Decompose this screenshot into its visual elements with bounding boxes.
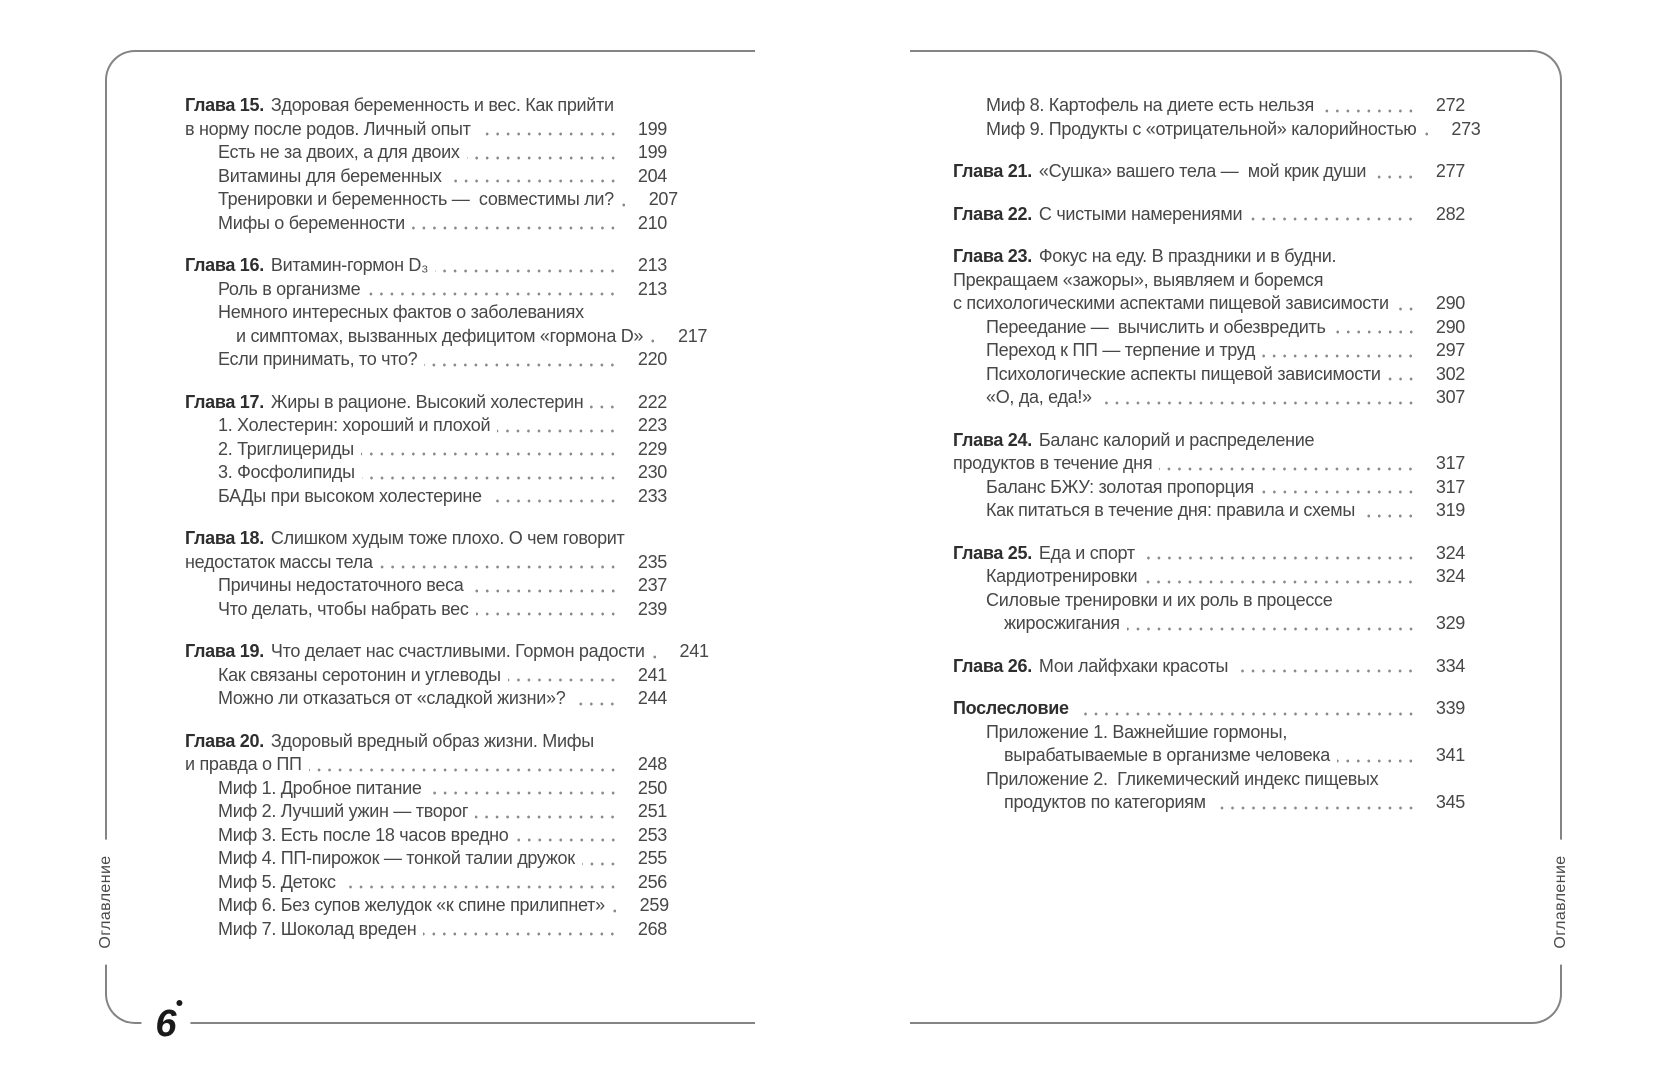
dot-leader bbox=[362, 476, 618, 480]
toc-entry-line bbox=[953, 363, 1465, 387]
page-ref: 235 bbox=[637, 551, 667, 572]
page-ref: 199 bbox=[637, 118, 667, 139]
toc-entry-line bbox=[185, 94, 667, 118]
toc-entry-line bbox=[953, 791, 1465, 815]
toc-entry-line bbox=[953, 744, 1465, 768]
entry-title: и симптомах, вызванных дефицитом «гормона D» bbox=[236, 325, 644, 346]
dot-leader bbox=[1261, 490, 1416, 494]
toc-entry-line bbox=[953, 697, 1465, 721]
entry-title: в норму после родов. Личный опыт bbox=[185, 118, 471, 139]
chapter-label: Глава 19. bbox=[185, 641, 264, 661]
page-ref: 241 bbox=[637, 664, 667, 685]
dot-leader bbox=[429, 791, 618, 795]
dot-leader bbox=[361, 452, 618, 456]
dot-leader bbox=[621, 203, 629, 207]
dot-leader bbox=[590, 405, 618, 409]
page-number-value: 6 bbox=[155, 1003, 177, 1045]
entry-title: Фокус на еду. В праздники и в будни. bbox=[1038, 246, 1337, 266]
chapter-label: Послесловие bbox=[953, 698, 1069, 718]
chapter-label: Глава 21. bbox=[953, 161, 1032, 181]
page-ref: 307 bbox=[1435, 387, 1465, 407]
entry-title: Здоровый вредный образ жизни. Мифы bbox=[270, 730, 594, 751]
dot-leader bbox=[1127, 627, 1416, 631]
toc-entry-line bbox=[953, 429, 1465, 453]
page-ref: 290 bbox=[1435, 316, 1465, 337]
dot-leader bbox=[1159, 467, 1416, 471]
entry-title: и правда о ПП bbox=[185, 754, 302, 774]
dot-leader bbox=[516, 838, 618, 842]
toc-entry-line bbox=[953, 612, 1465, 636]
toc-entry-line bbox=[953, 476, 1465, 500]
left-page-edge-label: Оглавление bbox=[97, 839, 115, 964]
dot-leader bbox=[650, 339, 658, 343]
entry-title: Есть не за двоих, а для двоих bbox=[218, 142, 460, 162]
dot-leader bbox=[423, 932, 618, 936]
entry-title: Прекращаем «зажоры», выявляем и боремся bbox=[953, 269, 1324, 290]
entry-title: Переход к ПП — терпение и труд bbox=[986, 340, 1256, 360]
toc-entry-line bbox=[185, 212, 667, 236]
entry-title: Витамин-гормон D₃ bbox=[270, 255, 429, 275]
toc-entry-line bbox=[953, 339, 1465, 363]
toc-entry-line bbox=[953, 542, 1465, 566]
toc-entry-line bbox=[185, 278, 667, 302]
entry-title: Жиры в рационе. Высокий холестерин bbox=[270, 391, 584, 412]
page-ref: 253 bbox=[637, 824, 667, 845]
entry-title: Баланс калорий и распределение bbox=[1038, 429, 1315, 450]
page-ref: 248 bbox=[637, 754, 667, 774]
entry-title: Кардиотренировки bbox=[986, 566, 1138, 586]
toc-entry-line bbox=[185, 141, 667, 165]
toc-entry-line bbox=[185, 165, 667, 189]
page-ref: 229 bbox=[637, 438, 667, 459]
dot-leader bbox=[582, 862, 618, 866]
page-ref: 282 bbox=[1435, 203, 1465, 224]
toc-entry-line bbox=[953, 721, 1465, 745]
entry-title: Миф 6. Без супов желудок «к спине прилипнет» bbox=[218, 895, 605, 915]
right-toc bbox=[953, 94, 1481, 815]
entry-title: Витамины для беременных bbox=[218, 165, 442, 186]
dot-leader bbox=[478, 132, 618, 136]
toc-entry-line bbox=[185, 847, 667, 871]
entry-title: Миф 1. Дробное питание bbox=[218, 777, 422, 798]
dot-leader bbox=[471, 589, 619, 593]
page-ref: 237 bbox=[637, 575, 667, 595]
dot-leader bbox=[497, 429, 618, 433]
page-ref: 339 bbox=[1435, 698, 1465, 718]
dot-leader bbox=[309, 768, 618, 772]
page-ref: 268 bbox=[637, 918, 667, 939]
toc-entry-line bbox=[185, 574, 667, 598]
page-number bbox=[141, 1005, 190, 1043]
dot-leader bbox=[1213, 806, 1416, 810]
dot-leader bbox=[343, 885, 618, 889]
entry-title: Тренировки и беременность — совместимы ли? bbox=[218, 189, 614, 209]
toc-entry-line bbox=[185, 438, 667, 462]
chapter-label: Глава 16. bbox=[185, 255, 264, 275]
page-ref: 241 bbox=[679, 641, 709, 661]
page-ref: 273 bbox=[1451, 118, 1481, 139]
toc-entry-line bbox=[953, 452, 1465, 476]
toc-entry-line bbox=[185, 800, 667, 824]
dot-leader bbox=[1144, 580, 1416, 584]
entry-title: Миф 4. ПП-пирожок — тонкой талии дружок bbox=[218, 848, 575, 868]
dot-leader bbox=[652, 655, 660, 659]
page-ref: 210 bbox=[637, 212, 667, 233]
page-ref: 319 bbox=[1435, 500, 1465, 520]
toc-entry-line bbox=[185, 391, 667, 415]
dot-leader bbox=[449, 179, 618, 183]
dot-leader bbox=[1337, 759, 1416, 763]
toc-entry-line bbox=[953, 94, 1465, 118]
chapter-label: Глава 25. bbox=[953, 542, 1032, 563]
toc-entry-line bbox=[185, 325, 708, 349]
entry-title: Как питаться в течение дня: правила и схемы bbox=[986, 500, 1355, 520]
page-ref: 217 bbox=[678, 325, 708, 346]
entry-title: продуктов в течение дня bbox=[953, 453, 1153, 473]
dot-leader bbox=[1333, 330, 1416, 334]
toc-entry-line bbox=[185, 753, 667, 777]
toc-entry-line bbox=[953, 292, 1465, 316]
dot-leader bbox=[1321, 109, 1416, 113]
entry-title: Приложение 1. Важнейшие гормоны, bbox=[986, 721, 1288, 742]
dot-leader bbox=[1099, 401, 1416, 405]
entry-title: Немного интересных фактов о заболеваниях bbox=[218, 302, 584, 322]
entry-title: Миф 8. Картофель на диете есть нельзя bbox=[986, 95, 1314, 115]
chapter-label: Глава 15. bbox=[185, 95, 264, 115]
toc-entry-line bbox=[953, 768, 1465, 792]
page-number-ornament-dot bbox=[177, 1000, 183, 1006]
entry-title: «О, да, еда!» bbox=[986, 387, 1092, 407]
page-ref: 223 bbox=[637, 415, 667, 435]
page-ref: 213 bbox=[637, 278, 667, 299]
dot-leader bbox=[572, 702, 618, 706]
page-ref: 244 bbox=[637, 688, 667, 708]
chapter-label: Глава 18. bbox=[185, 528, 264, 548]
entry-title: жиросжигания bbox=[1004, 613, 1120, 633]
entry-title: Силовые тренировки и их роль в процессе bbox=[986, 589, 1333, 610]
dot-leader bbox=[435, 269, 618, 273]
page-ref: 341 bbox=[1435, 745, 1465, 765]
page-ref: 302 bbox=[1435, 363, 1465, 384]
entry-title: продуктов по категориям bbox=[1004, 792, 1206, 812]
dot-leader bbox=[1424, 132, 1432, 136]
entry-title: Мои лайфхаки красоты bbox=[1038, 655, 1229, 676]
toc-entry-line bbox=[185, 664, 667, 688]
page-ref: 334 bbox=[1435, 655, 1465, 676]
toc-entry-line bbox=[185, 348, 667, 372]
dot-leader bbox=[1373, 175, 1416, 179]
chapter-label: Глава 20. bbox=[185, 730, 264, 751]
entry-title: Приложение 2. Гликемический индекс пищевых bbox=[986, 768, 1379, 789]
toc-entry-line bbox=[185, 414, 667, 438]
toc-entry-line bbox=[185, 918, 667, 942]
page-ref: 317 bbox=[1435, 453, 1465, 473]
toc-entry-line bbox=[185, 598, 667, 622]
toc-entry-line bbox=[185, 871, 667, 895]
dot-leader bbox=[1083, 712, 1416, 716]
entry-title: Миф 7. Шоколад вреден bbox=[218, 918, 417, 939]
entry-title: БАДы при высоком холестерине bbox=[218, 485, 482, 506]
entry-title: Причины недостаточного веса bbox=[218, 575, 464, 595]
chapter-label: Глава 23. bbox=[953, 246, 1032, 266]
page-ref: 317 bbox=[1435, 476, 1465, 497]
dot-leader bbox=[489, 499, 618, 503]
entry-title: Миф 3. Есть после 18 часов вредно bbox=[218, 824, 509, 845]
entry-title: Баланс БЖУ: золотая пропорция bbox=[986, 476, 1254, 497]
entry-title: «Сушка» вашего тела — мой крик души bbox=[1038, 161, 1367, 181]
dot-leader bbox=[1362, 514, 1416, 518]
toc-entry-line bbox=[953, 118, 1481, 142]
page-ref: 207 bbox=[648, 189, 678, 209]
entry-title: Миф 2. Лучший ужин — творог bbox=[218, 801, 469, 821]
page-ref: 259 bbox=[639, 895, 669, 915]
page-ref: 345 bbox=[1435, 792, 1465, 812]
page-ref: 230 bbox=[637, 462, 667, 482]
toc-entry-line bbox=[185, 118, 667, 142]
entry-title: с психологическими аспектами пищевой зависимости bbox=[953, 293, 1389, 313]
page-ref: 256 bbox=[637, 871, 667, 892]
toc-entry-line bbox=[185, 687, 667, 711]
dot-leader bbox=[612, 909, 620, 913]
toc-entry-line bbox=[953, 160, 1465, 184]
entry-title: С чистыми намерениями bbox=[1038, 203, 1243, 224]
toc-entry-line bbox=[953, 655, 1465, 679]
entry-title: 3. Фосфолипиды bbox=[218, 462, 355, 482]
chapter-label: Глава 22. bbox=[953, 203, 1032, 224]
toc-entry-line bbox=[185, 777, 667, 801]
entry-title: Миф 9. Продукты с «отрицательной» калорийностью bbox=[986, 118, 1417, 139]
entry-title: Психологические аспекты пищевой зависимости bbox=[986, 363, 1381, 384]
dot-leader bbox=[380, 565, 618, 569]
toc-entry-line bbox=[185, 461, 667, 485]
toc-entry-line bbox=[953, 589, 1465, 613]
page-ref: 255 bbox=[637, 848, 667, 868]
toc-entry-line bbox=[953, 245, 1465, 269]
page-ref: 272 bbox=[1435, 95, 1465, 115]
dot-leader bbox=[412, 226, 618, 230]
page-ref: 277 bbox=[1435, 161, 1465, 181]
dot-leader bbox=[367, 292, 618, 296]
toc-entry-line bbox=[185, 551, 667, 575]
left-toc bbox=[185, 94, 709, 941]
entry-title: Роль в организме bbox=[218, 278, 361, 299]
entry-title: 2. Триглицериды bbox=[218, 438, 354, 459]
entry-title: Как связаны серотонин и углеводы bbox=[218, 664, 501, 685]
dot-leader bbox=[476, 612, 618, 616]
page-ref: 324 bbox=[1435, 566, 1465, 586]
dot-leader bbox=[1388, 377, 1416, 381]
page-ref: 220 bbox=[637, 349, 667, 369]
page-ref: 222 bbox=[637, 391, 667, 412]
entry-title: Если принимать, то что? bbox=[218, 349, 418, 369]
toc-entry-line bbox=[185, 485, 667, 509]
chapter-label: Глава 17. bbox=[185, 391, 264, 412]
dot-leader bbox=[1249, 217, 1416, 221]
toc-entry-line bbox=[185, 254, 667, 278]
entry-title: Переедание — вычислить и обезвредить bbox=[986, 316, 1326, 337]
toc-entry-line bbox=[185, 894, 667, 918]
entry-title: Что делает нас счастливыми. Гормон радости bbox=[270, 641, 645, 661]
page-ref: 250 bbox=[637, 777, 667, 798]
dot-leader bbox=[475, 815, 618, 819]
toc-entry-line bbox=[185, 824, 667, 848]
entry-title: Еда и спорт bbox=[1038, 542, 1135, 563]
page-ref: 329 bbox=[1435, 613, 1465, 633]
toc-entry-line bbox=[185, 527, 667, 551]
toc-entry-line bbox=[185, 188, 678, 212]
page-ref: 204 bbox=[637, 165, 667, 186]
entry-title: вырабатываемые в организме человека bbox=[1004, 745, 1330, 765]
entry-title: Можно ли отказаться от «сладкой жизни»? bbox=[218, 688, 566, 708]
page-ref: 251 bbox=[637, 801, 667, 821]
page-ref: 199 bbox=[637, 142, 667, 162]
page-ref: 324 bbox=[1435, 542, 1465, 563]
entry-title: Что делать, чтобы набрать вес bbox=[218, 598, 469, 619]
right-page-edge-label: Оглавление bbox=[1552, 839, 1570, 964]
entry-title: Слишком худым тоже плохо. О чем говорит bbox=[270, 528, 625, 548]
page-ref: 290 bbox=[1435, 293, 1465, 313]
toc-entry-line bbox=[953, 203, 1465, 227]
chapter-label: Глава 24. bbox=[953, 429, 1032, 450]
toc-entry-line bbox=[953, 316, 1465, 340]
toc-entry-line bbox=[953, 565, 1465, 589]
dot-leader bbox=[1396, 307, 1416, 311]
entry-title: Миф 5. Детокс bbox=[218, 871, 336, 892]
toc-entry-line bbox=[185, 730, 667, 754]
entry-title: недостаток массы тела bbox=[185, 551, 373, 572]
dot-leader bbox=[467, 156, 618, 160]
dot-leader bbox=[1235, 669, 1416, 673]
toc-entry-line bbox=[185, 640, 709, 664]
dot-leader bbox=[1142, 556, 1416, 560]
dot-leader bbox=[424, 363, 618, 367]
chapter-label: Глава 26. bbox=[953, 655, 1032, 676]
dot-leader bbox=[1262, 354, 1416, 358]
page-ref: 239 bbox=[637, 598, 667, 619]
dot-leader bbox=[508, 678, 618, 682]
page-ref: 297 bbox=[1435, 340, 1465, 360]
toc-entry-line bbox=[185, 301, 667, 325]
entry-title: Мифы о беременности bbox=[218, 212, 405, 233]
page-ref: 233 bbox=[637, 485, 667, 506]
page-ref: 213 bbox=[637, 255, 667, 275]
entry-title: Здоровая беременность и вес. Как прийти bbox=[270, 95, 614, 115]
entry-title: 1. Холестерин: хороший и плохой bbox=[218, 415, 491, 435]
toc-entry-line bbox=[953, 499, 1465, 523]
toc-entry-line bbox=[953, 386, 1465, 410]
toc-entry-line bbox=[953, 269, 1465, 293]
